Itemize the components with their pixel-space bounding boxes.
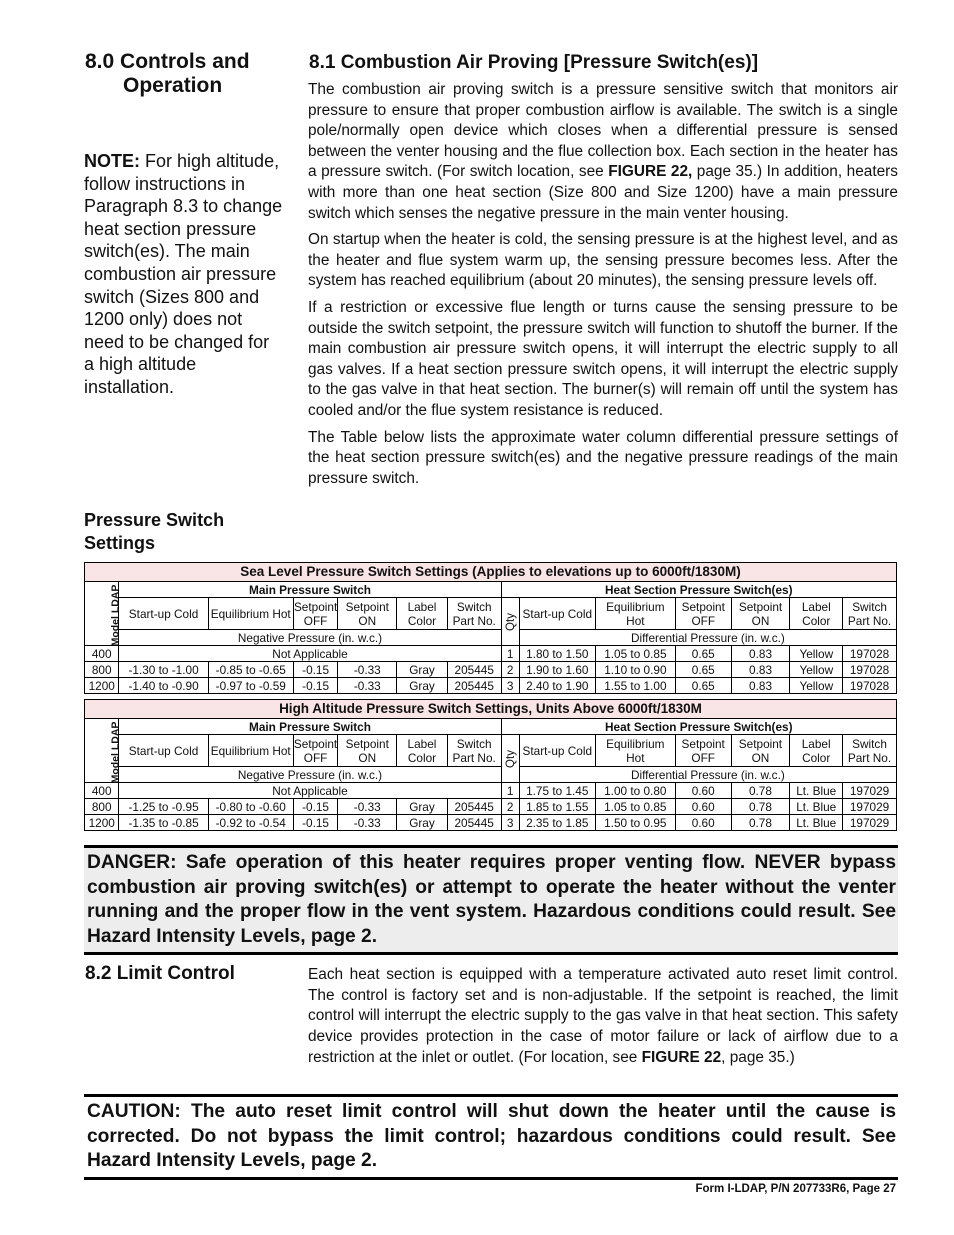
heat-col-header: Label Color — [790, 735, 843, 767]
heat-col-header: Setpoint ON — [731, 598, 790, 630]
qty-cell: 2 — [501, 662, 519, 678]
table-row — [85, 662, 897, 678]
heat-cell: Yellow — [790, 646, 843, 662]
table-row — [85, 678, 897, 694]
heat-cell: 197029 — [843, 815, 897, 831]
main-cell: -0.92 to -0.54 — [208, 815, 293, 831]
paragraph-1-a: The combustion air proving switch is a pressure sensitive switch that monitors air pressure to ensure that proper combustion airflow is available. The switch is a single pole/normally open device which closes when a differential pressure is sensed between the venter housing and the flue collection box. Each section in the heater has a pressure switch. (For switch location, see — [308, 81, 898, 181]
heat-col-header: Switch Part No. — [843, 598, 897, 630]
heat-cell: Lt. Blue — [790, 799, 843, 815]
main-cell: Gray — [397, 662, 448, 678]
main-col-header: Start-up Cold — [119, 735, 208, 767]
heat-cell: 0.65 — [675, 646, 731, 662]
paragraph-4: The Table below lists the approximate water column differential pressure settings of the heat section pressure switch(es) and the negative pressure readings of the main pressure switch. — [308, 428, 898, 487]
negative-pressure-label: Negative Pressure (in. w.c.) — [119, 767, 501, 783]
note-text: For high altitude, follow instructions in Paragraph 8.3 to change heat section pressure switch(es). The main combustion air pressure switch (Sizes 800 and 1200 only) does not need to be changed for a high altitude installation. — [84, 151, 283, 397]
main-cell: -0.33 — [338, 815, 397, 831]
heat-cell: 1.05 to 0.85 — [595, 646, 675, 662]
main-cell: -1.30 to -1.00 — [119, 662, 208, 678]
differential-pressure-label: Differential Pressure (in. w.c.) — [519, 630, 896, 646]
heat-cell: 197029 — [843, 799, 897, 815]
model-cell: 1200 — [85, 815, 119, 831]
main-cell: Gray — [397, 799, 448, 815]
heat-cell: 0.78 — [731, 783, 790, 799]
heat-col-header: Setpoint OFF — [675, 598, 731, 630]
main-cell: -0.15 — [293, 678, 338, 694]
model-label: Model LDAP — [109, 721, 122, 783]
table-row — [85, 815, 897, 831]
note-label: NOTE: — [84, 151, 140, 171]
heat-cell: 197028 — [843, 662, 897, 678]
main-cell: -0.85 to -0.65 — [208, 662, 293, 678]
model-label: Model LDAP — [109, 584, 122, 646]
heat-cell: 1.85 to 1.55 — [519, 799, 595, 815]
main-cell: 205445 — [447, 662, 501, 678]
model-header — [85, 582, 122, 646]
heat-cell: 0.83 — [731, 678, 790, 694]
not-applicable-cell: Not Applicable — [119, 783, 501, 799]
model-cell: 1200 — [85, 678, 119, 694]
heat-cell: 1.55 to 1.00 — [595, 678, 675, 694]
qty-cell: 2 — [501, 799, 519, 815]
main-cell: Gray — [397, 678, 448, 694]
figure-ref-1: FIGURE 22, — [608, 163, 693, 181]
heat-col-header: Equilibrium Hot — [595, 598, 675, 630]
heat-cell: 1.50 to 0.95 — [595, 815, 675, 831]
heading-8-1: 8.1 Combustion Air Proving [Pressure Switch(es)] — [309, 52, 759, 73]
differential-pressure-label: Differential Pressure (in. w.c.) — [519, 767, 896, 783]
page-footer: Form I-LDAP, P/N 207733R6, Page 27 — [695, 1183, 896, 1195]
main-col-header: Setpoint ON — [338, 598, 397, 630]
high-altitude-table — [84, 699, 897, 831]
heat-cell: 1.75 to 1.45 — [519, 783, 595, 799]
main-col-header: Label Color — [397, 735, 448, 767]
qty-cell: 1 — [501, 646, 519, 662]
heading-8-2: 8.2 Limit Control — [85, 963, 235, 984]
main-cell: -1.40 to -0.90 — [119, 678, 208, 694]
caution-box: CAUTION: The auto reset limit control will shut down the heater until the cause is corrected. Do not bypass the limit control; hazardous conditions could result. See Hazard Intensity Levels, page 2. — [84, 1094, 898, 1180]
section-title — [85, 50, 250, 98]
limit-text-c: , page 35.) — [721, 1048, 795, 1066]
heat-cell: 1.90 to 1.60 — [519, 662, 595, 678]
model-header — [85, 719, 122, 783]
section-title-line1: 8.0 Controls and — [85, 50, 250, 73]
main-cell: -0.15 — [293, 799, 338, 815]
qty-label: Qty — [504, 750, 517, 768]
heat-col-header: Equilibrium Hot — [595, 735, 675, 767]
qty-cell: 1 — [501, 783, 519, 799]
main-col-header: Setpoint ON — [338, 735, 397, 767]
main-cell: Gray — [397, 815, 448, 831]
paragraph-1 — [308, 80, 898, 224]
heat-cell: 197029 — [843, 783, 897, 799]
heat-cell: 1.05 to 0.85 — [595, 799, 675, 815]
heat-switch-header: Heat Section Pressure Switch(es) — [501, 582, 896, 598]
qty-header — [501, 735, 519, 783]
main-col-header: Equilibrium Hot — [208, 735, 293, 767]
main-cell: -0.15 — [293, 815, 338, 831]
main-col-header: Switch Part No. — [447, 735, 501, 767]
main-col-header: Setpoint OFF — [293, 736, 338, 765]
main-col-header: Start-up Cold — [119, 598, 208, 630]
main-cell: 205445 — [447, 678, 501, 694]
table-title: High Altitude Pressure Switch Settings, Units Above 6000ft/1830M — [85, 700, 897, 719]
heat-col-header: Switch Part No. — [843, 735, 897, 767]
heat-col-header: Label Color — [790, 598, 843, 630]
heat-cell: 0.60 — [675, 815, 731, 831]
main-col-header: Equilibrium Hot — [208, 598, 293, 630]
heat-cell: 0.78 — [731, 815, 790, 831]
sea-level-table — [84, 562, 897, 694]
main-col-header: Switch Part No. — [447, 598, 501, 630]
heat-cell: 0.60 — [675, 799, 731, 815]
heat-cell: 1.00 to 0.80 — [595, 783, 675, 799]
heat-cell: Yellow — [790, 662, 843, 678]
heat-cell: 0.65 — [675, 678, 731, 694]
section-title-line2: Operation — [123, 74, 223, 97]
main-cell: -0.97 to -0.59 — [208, 678, 293, 694]
table-title: Sea Level Pressure Switch Settings (Applies to elevations up to 6000ft/1830M) — [85, 563, 897, 582]
not-applicable-cell: Not Applicable — [119, 646, 501, 662]
heat-col-header: Setpoint ON — [731, 735, 790, 767]
pressure-switch-settings-heading: Pressure Switch Settings — [84, 510, 225, 553]
heat-cell: 1.80 to 1.50 — [519, 646, 595, 662]
heat-cell: 197028 — [843, 646, 897, 662]
limit-text-a: Each heat section is equipped with a temperature activated auto reset limit control. The control is factory set and is non-adjustable. If the setpoint is reached, the limit control will interrupt the electric supply to the gas valve in that heat section. This safety device provides protection in the case of motor failure or lack of airflow due to a restriction at the inlet or outlet. (For location, see — [308, 966, 898, 1066]
heat-cell: 0.83 — [731, 646, 790, 662]
main-cell: -0.33 — [338, 662, 397, 678]
heat-cell: 0.78 — [731, 799, 790, 815]
main-cell: 205445 — [447, 815, 501, 831]
paragraph-3: If a restriction or excessive flue length or turns cause the sensing pressure to be outside the switch setpoint, the pressure switch will function to shutoff the burner. If the main combustion air pressure switch opens, it will interrupt the electric supply to all gas valves. If a heat section pressure switch opens, it will interrupt the electric supply to the gas valve in that heat section. The burner(s) will remain off until the system has cooled and/or the flue system resistance is reduced. — [308, 298, 898, 419]
main-switch-header: Main Pressure Switch — [119, 719, 501, 735]
qty-cell: 3 — [501, 815, 519, 831]
table-row — [85, 646, 897, 662]
heat-col-header: Start-up Cold — [519, 735, 595, 767]
main-col-header: Setpoint OFF — [293, 599, 338, 628]
danger-box: DANGER: Safe operation of this heater requires proper venting flow. NEVER bypass combustion air proving switch(es) or attempt to operate the heater without the venter running and the proper flow in the vent system. Hazardous conditions could result. See Hazard Intensity Levels, page 2. — [84, 845, 898, 955]
heat-cell: 2.35 to 1.85 — [519, 815, 595, 831]
main-cell: -1.35 to -0.85 — [119, 815, 208, 831]
main-cell: 205445 — [447, 799, 501, 815]
heat-cell: 2.40 to 1.90 — [519, 678, 595, 694]
paragraph-2: On startup when the heater is cold, the sensing pressure is at the highest level, and as the heater and flue system warm up, the sensing pressure becomes less. After the system has reached equilibrium (about 20 minutes), the sensing pressure levels off. — [308, 231, 898, 290]
heat-cell: 0.65 — [675, 662, 731, 678]
table-row — [85, 783, 897, 799]
section-8-1-body — [308, 80, 898, 495]
heat-switch-header: Heat Section Pressure Switch(es) — [501, 719, 896, 735]
negative-pressure-label: Negative Pressure (in. w.c.) — [119, 630, 501, 646]
qty-cell: 3 — [501, 678, 519, 694]
heat-cell: Lt. Blue — [790, 815, 843, 831]
model-cell: 400 — [85, 783, 119, 799]
heat-cell: 0.60 — [675, 783, 731, 799]
heat-col-header: Start-up Cold — [519, 598, 595, 630]
main-switch-header: Main Pressure Switch — [119, 582, 501, 598]
heat-col-header: Setpoint OFF — [675, 735, 731, 767]
qty-header — [501, 598, 519, 646]
heat-cell: 197028 — [843, 678, 897, 694]
qty-label: Qty — [504, 613, 517, 631]
model-cell: 800 — [85, 799, 119, 815]
main-cell: -0.15 — [293, 662, 338, 678]
main-cell: -0.33 — [338, 678, 397, 694]
heat-cell: 1.10 to 0.90 — [595, 662, 675, 678]
main-col-header: Label Color — [397, 598, 448, 630]
table-row — [85, 799, 897, 815]
model-cell: 400 — [85, 646, 119, 662]
heat-cell: 0.83 — [731, 662, 790, 678]
heat-cell: Lt. Blue — [790, 783, 843, 799]
figure-ref-2: FIGURE 22 — [641, 1048, 722, 1066]
heat-cell: Yellow — [790, 678, 843, 694]
main-cell: -0.80 to -0.60 — [208, 799, 293, 815]
paragraph-1-c: page 35.) In addition, heaters with more than one heat section (Size 800 and Size 1200) have a main pressure switch which senses the negative pressure in the main venter housing. — [308, 163, 898, 222]
side-note — [84, 150, 284, 399]
model-cell: 800 — [85, 662, 119, 678]
main-cell: -1.25 to -0.95 — [119, 799, 208, 815]
section-8-2-body — [308, 965, 898, 1069]
main-cell: -0.33 — [338, 799, 397, 815]
